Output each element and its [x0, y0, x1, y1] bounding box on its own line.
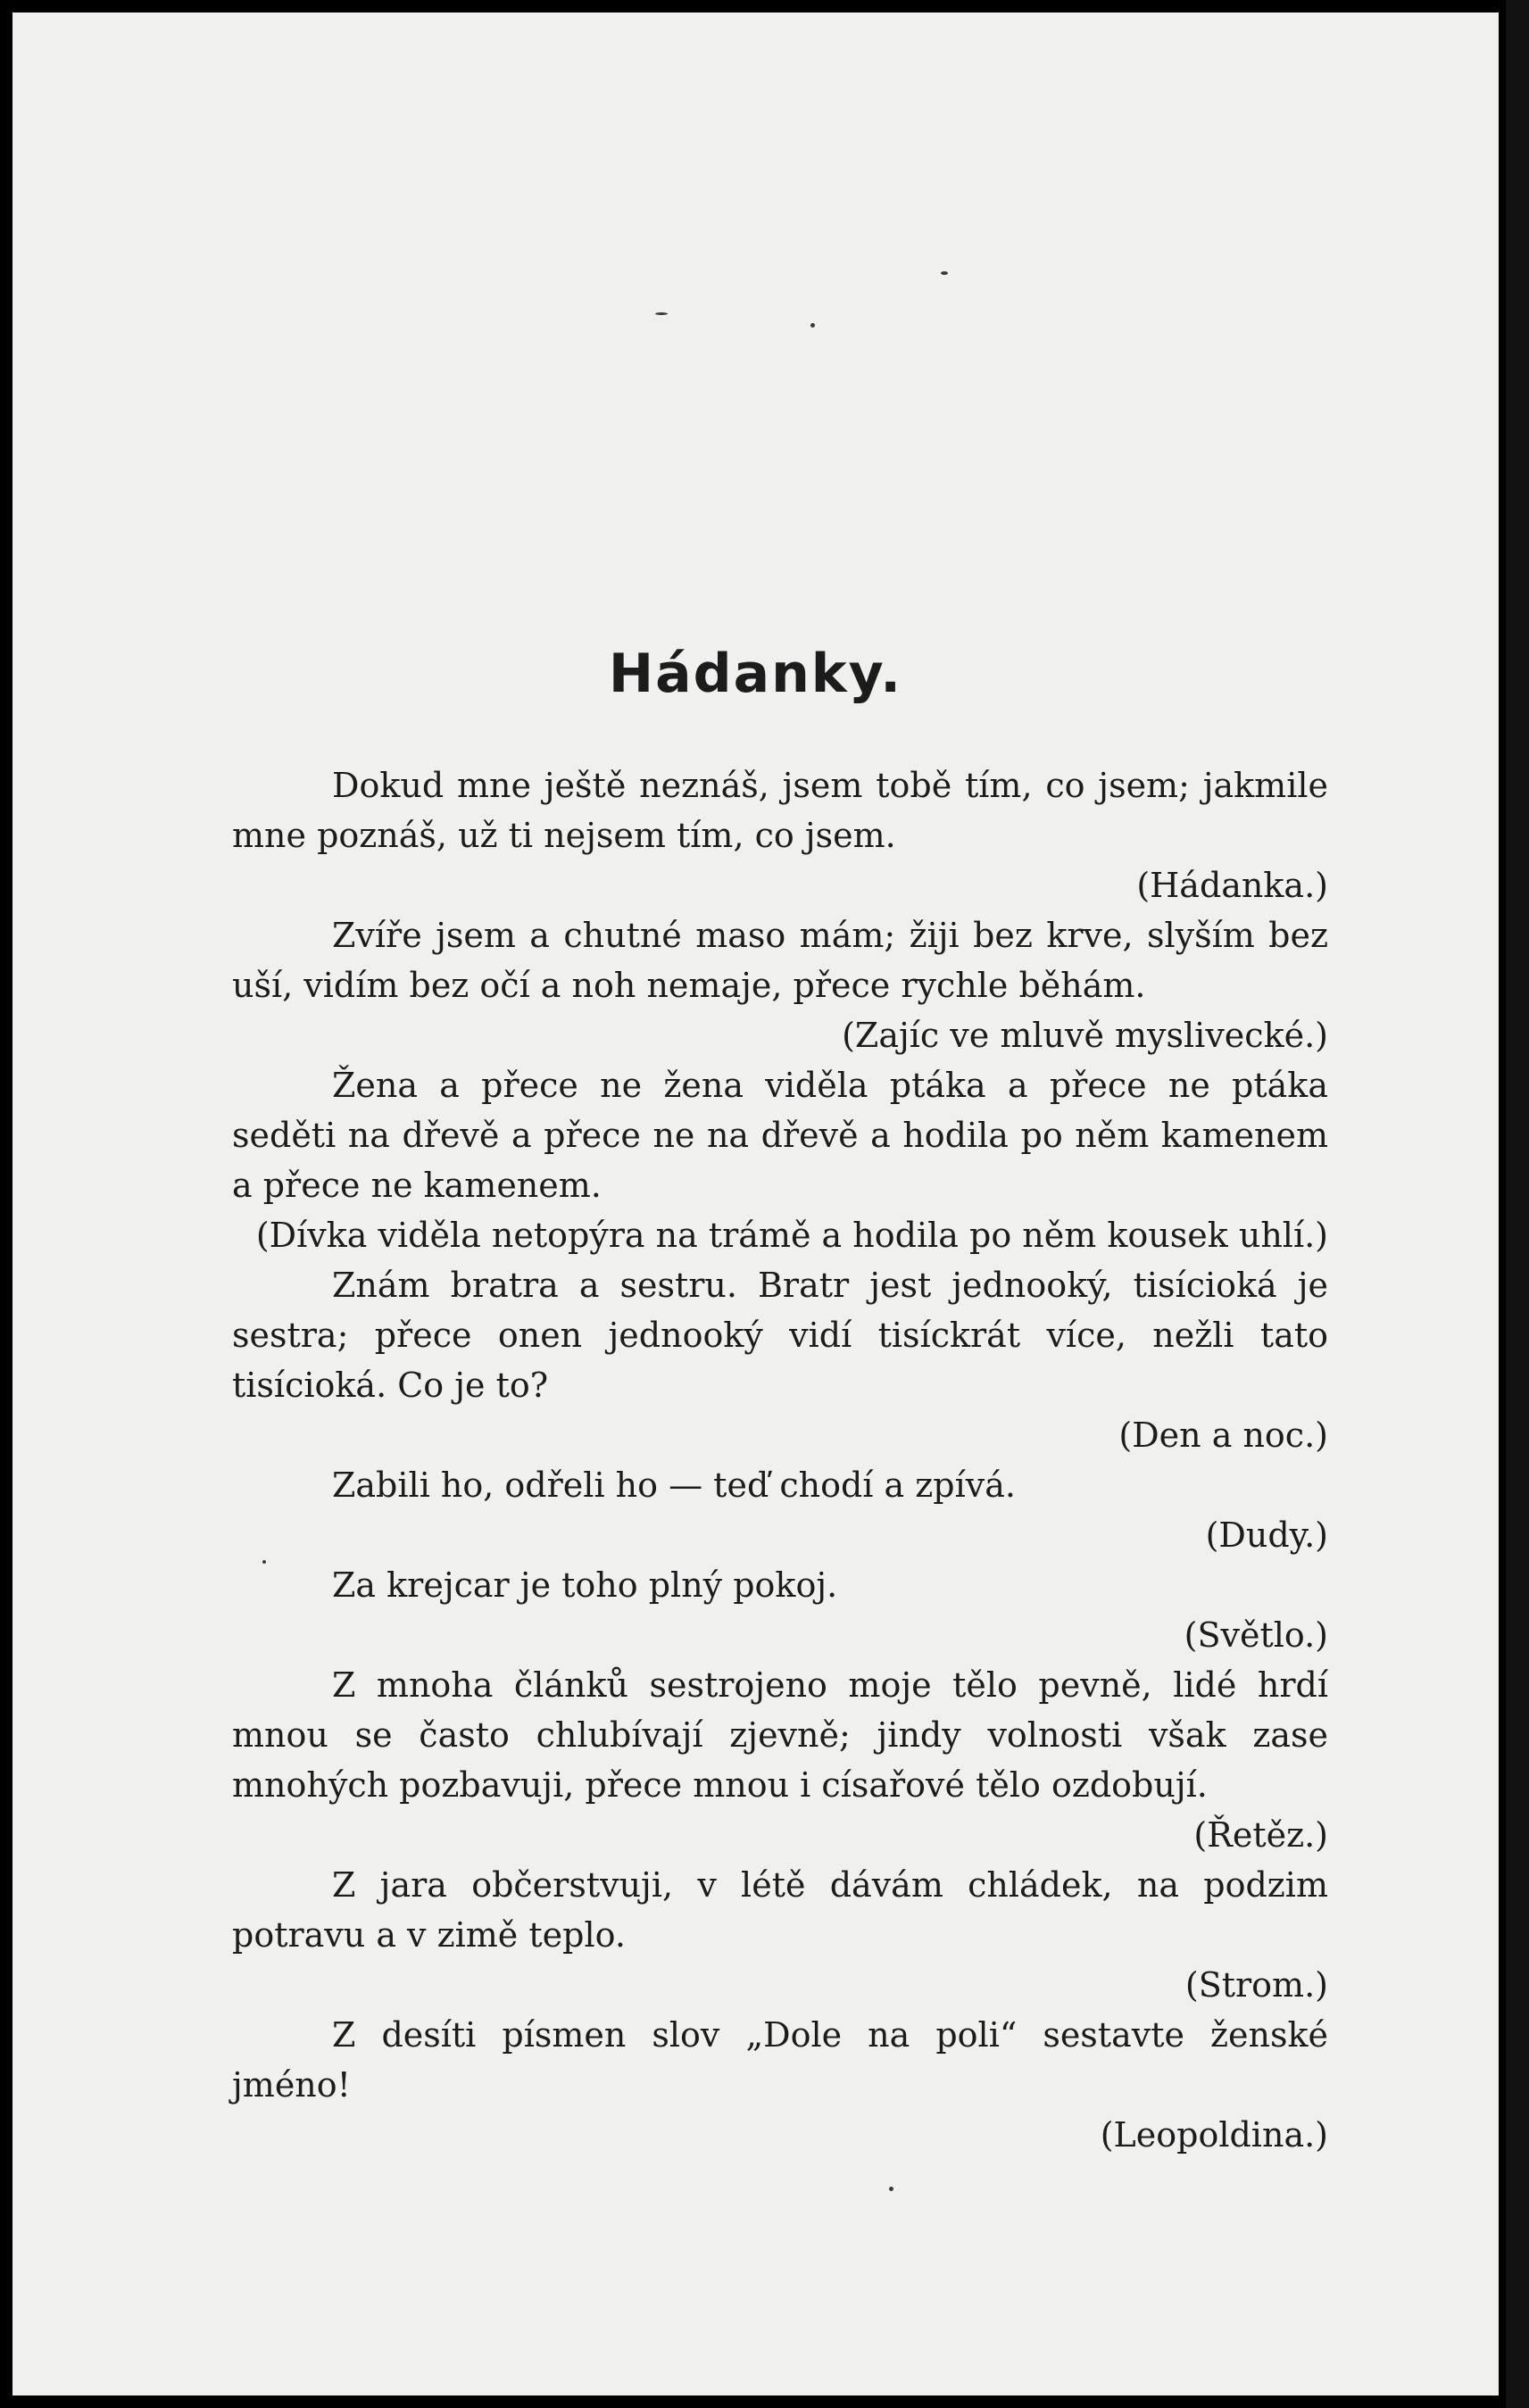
riddle-text: Za krejcar je toho plný pokoj. [332, 1565, 838, 1605]
riddle-answer: (Zajíc ve mluvě myslivecké.) [842, 1016, 1328, 1055]
riddle [232, 760, 1328, 910]
speck [889, 2187, 893, 2191]
riddle [232, 1460, 1328, 1560]
speck [655, 312, 668, 315]
riddle-text: Zabili ho, odřeli ho — teď chodí a zpívá. [332, 1466, 1016, 1505]
riddle-answer: (Řetěz.) [1193, 1815, 1328, 1855]
riddle [232, 1860, 1328, 2010]
riddle [232, 910, 1328, 1060]
riddle-text: Z mnoha článků sestrojeno moje tělo pevně, lidé hrdí mnou se často chlubívají zjevně; jindy volnosti však zase mnohých pozbavuji, přece mnou i císařové tělo ozdobují. [232, 1665, 1328, 1805]
page-title: Hádanky. [608, 643, 903, 705]
riddle-answer: (Strom.) [1184, 1965, 1328, 2005]
riddle-answer: (Dudy.) [1205, 1515, 1328, 1555]
riddle-text: Z jara občerstvuji, v létě dávám chládek, na podzim potravu a v zimě teplo. [232, 1865, 1328, 1955]
riddle-list [232, 760, 1328, 2160]
riddle-text: Dokud mne ještě neznáš, jsem tobě tím, co jsem; jakmile mne poznáš, už ti nejsem tím, co jsem. [232, 766, 1328, 855]
speck [941, 271, 948, 275]
riddle [232, 1660, 1328, 1860]
riddle-text: Žena a přece ne žena viděla ptáka a přece ne ptáka seděti na dřevě a přece ne na dřevě a hodila po něm kamenem a přece ne kamenem. [232, 1066, 1328, 1205]
book-page [12, 12, 1499, 2396]
riddle [232, 1260, 1328, 1460]
riddle-answer: (Hádanka.) [1136, 866, 1328, 905]
riddle-answer: (Světlo.) [1184, 1615, 1328, 1655]
riddle-answer: (Dívka viděla netopýra na trámě a hodila po něm kousek uhlí.) [255, 1216, 1328, 1255]
riddle-text: Z desíti písmen slov „Dole na poli“ sestavte ženské jméno! [232, 2015, 1328, 2105]
riddle-answer: (Den a noc.) [1118, 1416, 1328, 1455]
riddle-text: Zvíře jsem a chutné maso mám; žiji bez krve, slyším bez uší, vidím bez očí a noh nemaje, přece rychle běhám. [232, 916, 1328, 1005]
page-edge-shadow [1506, 0, 1529, 2408]
riddle [232, 2010, 1328, 2160]
speck [810, 323, 815, 328]
riddle-text: Znám bratra a sestru. Bratr jest jednooký, tisícioká je sestra; přece onen jednooký vidí tisíckrát více, nežli tato tisícioká. Co je to? [232, 1266, 1328, 1405]
riddle [232, 1060, 1328, 1260]
riddle [232, 1560, 1328, 1660]
riddle-answer: (Leopoldina.) [1100, 2115, 1328, 2155]
